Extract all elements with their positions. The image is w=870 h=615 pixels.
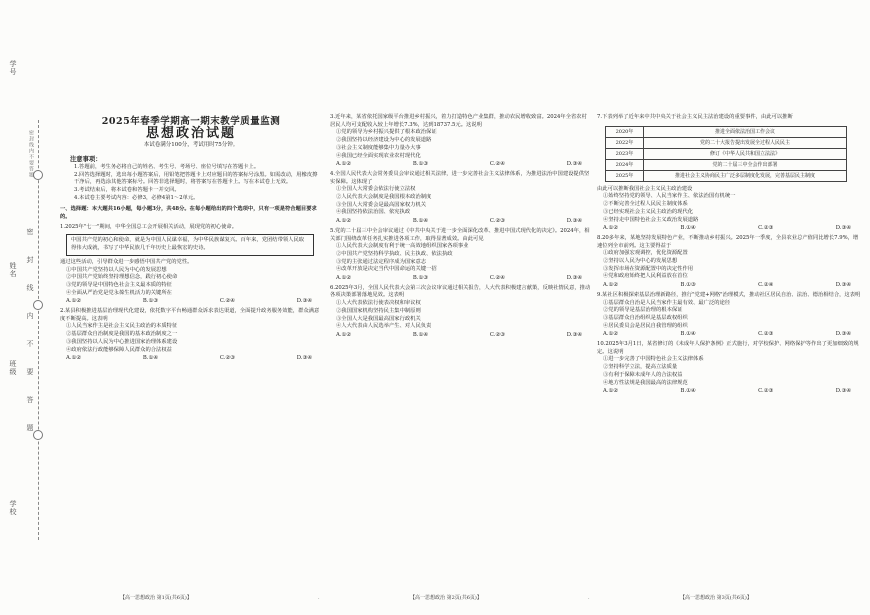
margin-label-class: 班级 (9, 360, 17, 376)
table-cell-year: 2023年 (606, 148, 644, 159)
choice-b: B.①③ (412, 275, 428, 282)
choice-a: A.①② (66, 298, 82, 305)
statement: ③我国坚持以人民为中心推进国家治理体系建设 (66, 338, 178, 345)
exam-meta: 本试卷满分100分，考试用时75分钟。 (143, 142, 239, 149)
choice-a: A.①② (603, 282, 619, 289)
choice-b: B.①④ (680, 331, 696, 338)
choice-a: A.①② (336, 161, 352, 168)
choice-c: C.②③ (489, 331, 505, 338)
question-stem: 9.某社区积极探索基层治理新路径，推行"党建+网格"治理模式，推动社区居民自治、法治、德治相结合，这表明 (597, 291, 861, 298)
page-column-2 (330, 112, 592, 602)
choice-b: B.①④ (412, 331, 428, 338)
note-item: 1.答题前，考生务必将自己的姓名、考生号、考场号、座位号填写在答题卡上。 (74, 163, 260, 170)
statement: ④人大代表由人民选举产生、对人民负责 (336, 323, 432, 330)
timeline-table (605, 126, 847, 182)
question-2 (60, 308, 322, 363)
page-column-1 (60, 112, 322, 602)
choice-c: C.②③ (758, 331, 774, 338)
seal-line (38, 120, 39, 540)
choice-b: B.①④ (412, 218, 428, 225)
seal-char: 要 (26, 368, 34, 375)
table-cell-year: 2025年 (606, 170, 644, 181)
choice-d: D.③④ (835, 388, 851, 395)
margin-label-school: 学校 (9, 500, 17, 516)
statement: ②我国坚持以经济建设为中心的发展道路 (336, 137, 432, 144)
statement: ①人民当家作主是社会主义民主政治的本质特征 (66, 323, 178, 330)
question-stem: 10.2025年3月1日，某省修订的《未成年人保护条例》正式施行，对学校保护、网络保护等作出了更加细致的规定。这说明 (597, 341, 859, 355)
note-item: 3.考试结束后，将本试卷和答题卡一并交回。 (74, 186, 180, 193)
question-stem: 7.下表列举了近年来中共中央关于社会主义民主法治建设的重要事件，由此可以推断 (597, 114, 793, 120)
choice-c: C.②④ (489, 275, 505, 282)
statement: ③全国人大常委会是最高国家权力机关 (336, 201, 427, 208)
question-3 (330, 114, 592, 169)
question-lead: 通过这些活动，引导群众进一步感悟中国共产党的党性。 (60, 258, 193, 265)
table-cell-event: 党的二十届三中全会作出部署 (644, 159, 847, 170)
statement: ③已经实现社会主义民主政治的现代化 (603, 208, 694, 215)
table-row (606, 159, 847, 170)
margin-label-name: 姓名 (9, 262, 17, 278)
notes-heading: 注意事项： (70, 156, 102, 164)
statement: ①人民代表大会制度有利于统一高效地组织国家各项事业 (336, 243, 469, 250)
seal-char: 内 (26, 312, 34, 319)
statement: ②基层群众自治制度是我国的基本政治制度之一 (66, 331, 178, 338)
question-7 (597, 114, 861, 233)
statement: ②中国共产党坚持科学执政、民主执政、依法执政 (336, 250, 453, 257)
question-5 (330, 228, 592, 283)
choice-a: A.①② (603, 225, 619, 232)
choice-d: D.③④ (566, 275, 582, 282)
seal-notice: 密封线内不要答题 (28, 130, 34, 178)
statement: ④政府依法行政能够保障人民群众的合法权益 (66, 346, 172, 353)
statement: ④改革开放是决定当代中国命运的关键一招 (336, 266, 437, 273)
statement: ③基层群众自治组织是基层政权组织 (603, 314, 688, 321)
answer-choices (603, 282, 851, 290)
choice-a: A.①② (336, 218, 352, 225)
question-stem: 3.近年来，某省依托国家级平台推进乡村振兴，着力打造特色产业集群，推动农民增收致富。2024年全省农村居民人均可支配收入较上年增长7.3%，达到18737.5元。这说明 (330, 114, 587, 128)
statement: ①进一步完善了中国特色社会主义法律体系 (603, 356, 704, 363)
choice-b: B.①④ (680, 388, 696, 395)
statement: ③全国人大是我国最高国家行政机关 (336, 315, 421, 322)
choice-a: A.①② (603, 331, 619, 338)
choice-a: A.①② (336, 275, 352, 282)
table-cell-event: 推进社会主义协商民主广泛多层制度化发展，完善基层民主制度 (644, 170, 847, 181)
binding-margin (0, 0, 58, 615)
margin-label-id: 学号 (9, 60, 17, 76)
table-row (606, 148, 847, 159)
question-9 (597, 292, 861, 339)
statement: ②党的领导是基层治理的根本保证 (603, 307, 683, 314)
material-box: 中国共产党的初心和使命，就是为中国人民谋幸福，为中华民族谋复兴。百年来，党团结带领人民取得伟大成就，书写了中华民族几千年历史上最恢宏的史诗。 (66, 234, 314, 255)
statement: ①基层群众自治是人民当家作主最有效、最广泛的途径 (603, 299, 731, 306)
footer-mark: · (588, 596, 590, 602)
choice-b: B.①④ (142, 355, 158, 362)
page-column-3 (597, 112, 861, 602)
choice-c: C.②③ (489, 218, 505, 225)
choice-d: D.③④ (835, 331, 851, 338)
statement: ①全国人大常委会依法行使立法权 (336, 186, 416, 193)
answer-choices (336, 332, 582, 340)
choice-b: B.①③ (142, 298, 158, 305)
choice-d: D.③④ (566, 161, 582, 168)
answer-choices (66, 298, 312, 306)
page-footer-3: 【高一思想政治 第3页(共6页)】 (680, 595, 752, 601)
seal-char: 不 (26, 340, 34, 347)
answer-choices (336, 161, 582, 169)
binding-hole (33, 300, 43, 310)
question-stem: 8.20多年来，某地坚持发展特色产业，不断推动乡村振兴。2025年一季度，全县农业总产值同比增长7.9%，增速位列全市前列。这主要得益于 (597, 234, 859, 249)
statement: ①中国共产党坚持以人民为中心的发展思想 (66, 266, 167, 273)
question-4 (330, 171, 592, 226)
statement: ②坚持以人民为中心的发展思想 (603, 258, 678, 265)
question-stem: 5.党的二十届三中全会审议通过《中共中央关于进一步全面深化改革、推进中国式现代化的决定》。2024年，相关部门围绕改革任务扎实推进各项工作，取得显著成效。由此可见 (330, 227, 590, 242)
answer-choices (603, 225, 851, 233)
seal-char: 答 (26, 396, 34, 403)
table-row (606, 170, 847, 181)
choice-d: D.③④ (296, 298, 312, 305)
table-cell-year: 2024年 (606, 159, 644, 170)
statement: ④我国坚持依法治国、依宪执政 (336, 209, 411, 216)
section-heading: 一、选择题：本大题共16小题，每小题3分，共48分。在每小题给出的四个选项中，只有一项是符合题目要求的。 (60, 206, 317, 221)
choice-d: D.③④ (566, 218, 582, 225)
seal-char: 密 (26, 228, 34, 235)
statement: ②人民代表大会制度是我国根本政治制度 (336, 194, 432, 201)
choice-d: D.③④ (835, 225, 851, 232)
exam-subject: 思想政治试题 (145, 125, 236, 141)
statement: ①党的领导为乡村振兴提供了根本政治保证 (336, 129, 437, 136)
choice-b: B.①③ (412, 161, 428, 168)
answer-choices (336, 218, 582, 226)
choice-d: D.③④ (296, 355, 312, 362)
statement: ③社会主义制度能够集中力量办大事 (336, 144, 421, 151)
statement: ②我国国家机构坚持民主集中制原则 (336, 307, 421, 314)
page-footer-2: 【高一思想政治 第2页(共6页)】 (410, 595, 482, 601)
answer-choices (603, 388, 851, 396)
statement: ④坚持走中国特色社会主义政治发展道路 (603, 216, 699, 223)
table-cell-year: 2020年 (606, 126, 644, 137)
seal-char: 线 (26, 284, 34, 291)
choice-d: D.③④ (835, 282, 851, 289)
choice-c: C.②③ (219, 355, 235, 362)
question-lead: 由此可以推断我国社会主义民主政治建设 (597, 185, 693, 192)
question-1 (60, 224, 322, 306)
question-10 (597, 341, 861, 396)
seal-char: 封 (26, 256, 34, 263)
table-cell-year: 2022年 (606, 137, 644, 148)
statement: ②中国共产党始终坚持理想信念，践行初心使命 (66, 274, 178, 281)
statement: ①始终坚持党的领导、人民当家作主、依法治国有机统一 (603, 193, 736, 200)
note-item: 4.本试卷主要考试内容：必修3，必修4第1～2单元。 (74, 194, 199, 201)
answer-choices (66, 355, 312, 363)
statement: ②不断完善全过程人民民主制度体系 (603, 201, 688, 208)
statement: ③党的领导是中国特色社会主义最本质的特征 (66, 281, 172, 288)
statement: ④党和政府始终把人民利益放在首位 (603, 273, 688, 280)
choice-c: C.②④ (758, 282, 774, 289)
table-row (606, 137, 847, 148)
question-stem: 4.全国人民代表大会常务委员会审议通过相关法律，进一步完善社会主义法律体系，为推进法治中国建设提供坚实保障。这体现了 (330, 170, 590, 185)
statement: ③有利于保障未成年人的合法权益 (603, 371, 683, 378)
statement: ④全面从严治党是党永葆生机活力的关键所在 (66, 289, 172, 296)
answer-choices (603, 331, 851, 339)
statement: ④居民委员会是居民自我管理的组织 (603, 322, 688, 329)
question-8 (597, 235, 861, 290)
binding-hole (33, 430, 43, 440)
statement: ②坚持科学立法，提高立法质量 (603, 364, 678, 371)
table-row (606, 126, 847, 137)
choice-a: A.①② (603, 388, 619, 395)
statement: ③党的主张通过法定程序成为国家意志 (336, 258, 427, 265)
table-cell-event: 修订《中华人民共和国立法法》 (644, 148, 847, 159)
choice-a: A.①② (66, 355, 82, 362)
choice-d: D.③④ (566, 331, 582, 338)
seal-char: 题 (26, 424, 34, 431)
statement: ④地方性法规是我国最高的法律规范 (603, 379, 688, 386)
note-item: 2.回答选择题时，选出每小题答案后，用铅笔把答题卡上对应题目的答案标号涂黑。如需改动，用橡皮擦干净后，再选涂其他答案标号。回答非选择题时，将答案写在答题卡上。写在本试卷上无效。 (74, 171, 318, 186)
choice-a: A.①② (336, 331, 352, 338)
question-stem: 6.2025年3月，全国人民代表大会第三次会议审议通过相关报告，人大代表积极建言献策，反映社情民意，推动各项决策部署落地见效。这表明 (330, 284, 591, 299)
choice-c: C.②③ (758, 388, 774, 395)
statement: ④我国已经全面实现农业农村现代化 (336, 152, 421, 159)
statement: ①人大代表依法行使表决权和审议权 (336, 300, 421, 307)
choice-c: C.②④ (489, 161, 505, 168)
page-footer-1: 【高一思想政治 第1页(共6页)】 (120, 595, 192, 601)
question-stem: 2.某县积极推进基层治理现代化建设，依托数字平台畅通群众诉求表达渠道，全面提升政务服务效能，群众满意度不断提高。这表明 (60, 308, 320, 322)
choice-b: B.①④ (680, 225, 696, 232)
table-cell-event: 推进全面依法治国工作会议 (644, 126, 847, 137)
choice-c: C.②④ (219, 298, 235, 305)
choice-c: C.②③ (758, 225, 774, 232)
table-cell-event: 党的二十大报告提出发展全过程人民民主 (644, 137, 847, 148)
statement: ③发挥市场在资源配置中的决定性作用 (603, 265, 694, 272)
question-stem: 1.2025年"七一"期间，中华全国总工会开展相关活动，展现党的初心使命。 (60, 223, 238, 230)
question-6 (330, 285, 592, 340)
exam-title: 2025年春季学期高一期末教学质量监测 (101, 116, 281, 127)
footer-mark: · (318, 596, 320, 602)
statement: ①政府加强宏观调控，优化资源配置 (603, 250, 688, 257)
choice-b: B.①③ (680, 282, 696, 289)
answer-choices (336, 275, 582, 283)
